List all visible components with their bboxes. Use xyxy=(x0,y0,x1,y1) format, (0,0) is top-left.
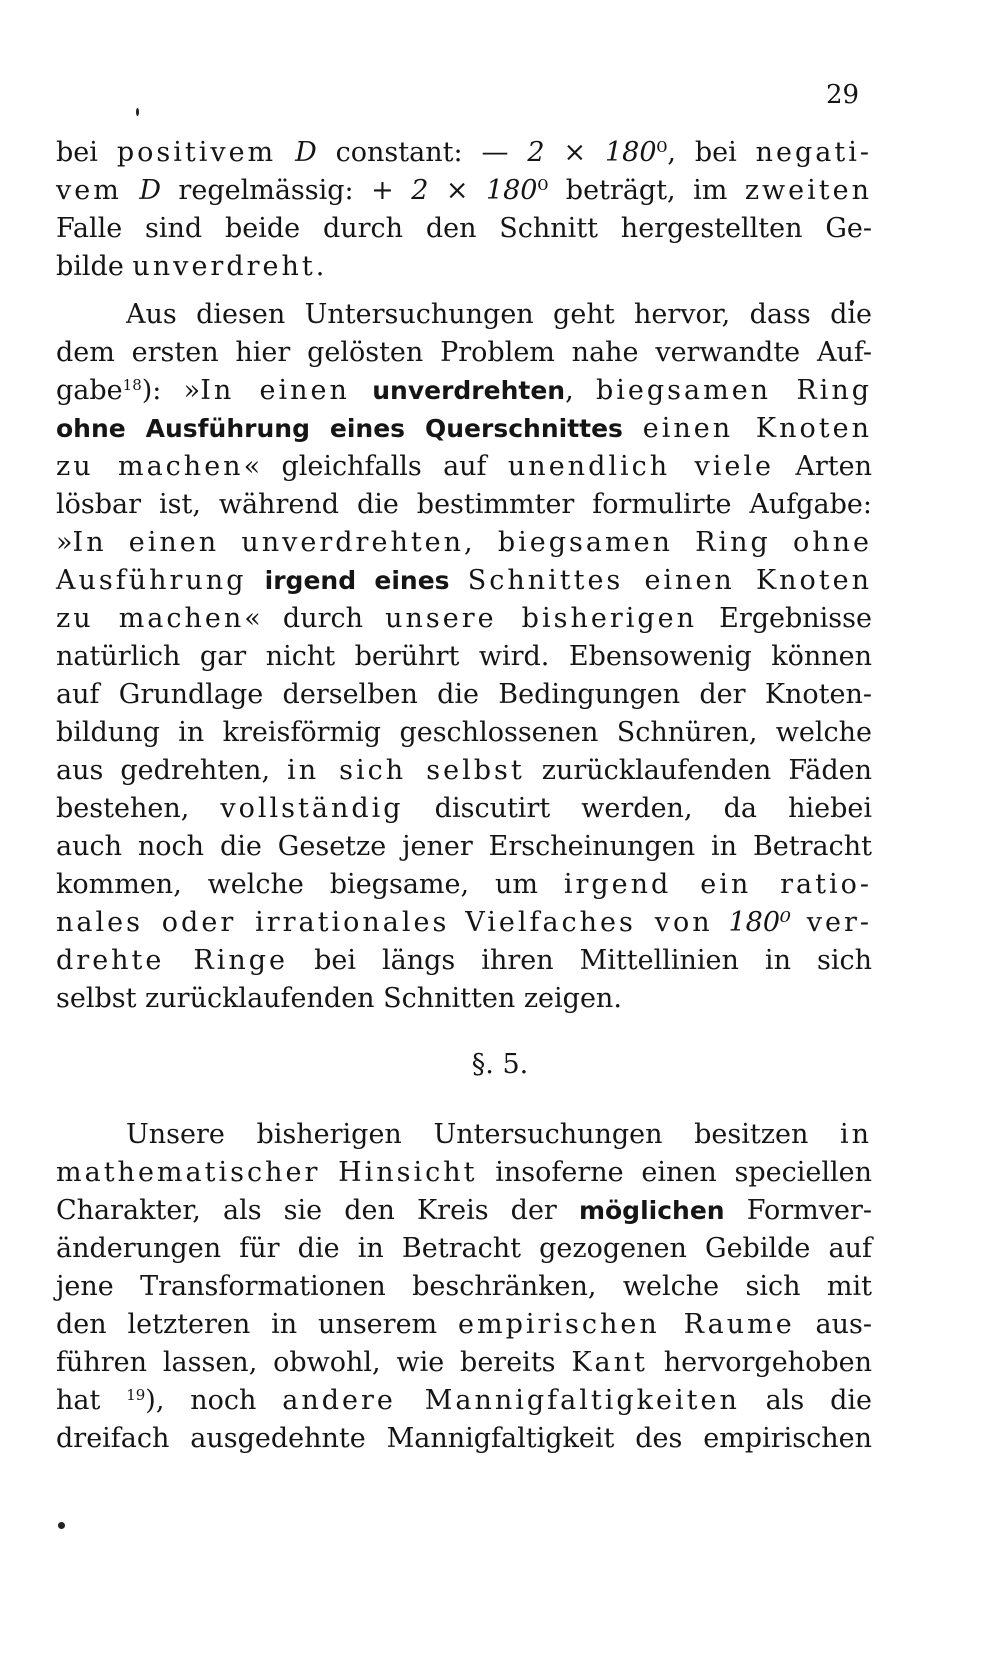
text-line: Unsere bisherigen Untersuchungen besitzen in xyxy=(126,1119,872,1150)
text-line: hat $^{19}$), noch andere Mannigfaltigkeiten als die xyxy=(56,1385,873,1416)
text-line: Ausführung irgend eines Schnittes einen Knoten xyxy=(56,565,873,596)
text-line: dreifach ausgedehnte Mannigfaltigkeit des empirischen xyxy=(56,1423,872,1454)
text-line: ohne Ausführung eines Querschnittes einen Knoten xyxy=(56,413,872,444)
text-line: führen lassen, obwohl, wie bereits Kant hervorgehoben xyxy=(56,1347,872,1378)
text-line: natürlich gar nicht berührt wird. Ebensowenig können xyxy=(56,641,872,672)
text-line: Aus diesen Untersuchungen geht hervor, dass die xyxy=(126,299,872,330)
section-heading: §. 5. xyxy=(471,1049,529,1080)
text-line: mathematischer Hinsicht insoferne einen speciellen xyxy=(56,1157,872,1188)
text-line: jene Transformationen beschränken, welche sich mit xyxy=(56,1271,872,1302)
ink-speck xyxy=(58,1522,65,1529)
text-line: bilde unverdreht. xyxy=(56,251,325,282)
text-line: zu machen« durch unsere bisherigen Ergebnisse xyxy=(56,603,873,634)
text-line: auf Grundlage derselben die Bedingungen der Knoten- xyxy=(56,679,872,710)
text-line: bei positivem D constant: — 2 × 180⁰, bei negati- xyxy=(56,137,873,168)
text-line: »In einen unverdrehten, biegsamen Ring ohne xyxy=(56,527,872,558)
text-line: auch noch die Gesetze jener Erscheinungen in Betracht xyxy=(56,831,872,862)
text-line: zu machen« gleichfalls auf unendlich viele Arten xyxy=(56,451,872,482)
text-line: den letzteren in unserem empirischen Raume aus- xyxy=(56,1309,872,1340)
text-line: bestehen, vollständig discutirt werden, da hiebei xyxy=(56,793,872,824)
page-number: 29 xyxy=(826,80,860,110)
text-line: kommen, welche biegsame, um irgend ein ratio- xyxy=(56,869,872,900)
text-line: lösbar ist, während die bestimmter formulirte Aufgabe: xyxy=(56,489,872,520)
text-line: bildung in kreisförmig geschlossenen Schnüren, welche xyxy=(56,717,872,748)
ink-speck xyxy=(136,108,139,116)
text-line: drehte Ringe bei längs ihren Mittellinien in sich xyxy=(56,945,872,976)
text-line: Falle sind beide durch den Schnitt hergestellten Ge- xyxy=(56,213,872,244)
text-line: nales oder irrationales Vielfaches von 180⁰ ver- xyxy=(56,907,872,938)
text-line: gabe$^{18}$): »In einen unverdrehten, biegsamen Ring xyxy=(56,375,872,406)
text-line: selbst zurücklaufenden Schnitten zeigen. xyxy=(56,983,622,1014)
text-line: änderungen für die in Betracht gezogenen Gebilde auf xyxy=(56,1233,872,1264)
text-line: aus gedrehten, in sich selbst zurücklaufenden Fäden xyxy=(56,755,872,786)
text-line: Charakter, als sie den Kreis der möglichen Formver- xyxy=(56,1195,872,1226)
text-line: vem D regelmässig: + 2 × 180⁰ beträgt, im zweiten xyxy=(56,175,872,206)
text-line: dem ersten hier gelösten Problem nahe verwandte Auf- xyxy=(56,337,872,368)
